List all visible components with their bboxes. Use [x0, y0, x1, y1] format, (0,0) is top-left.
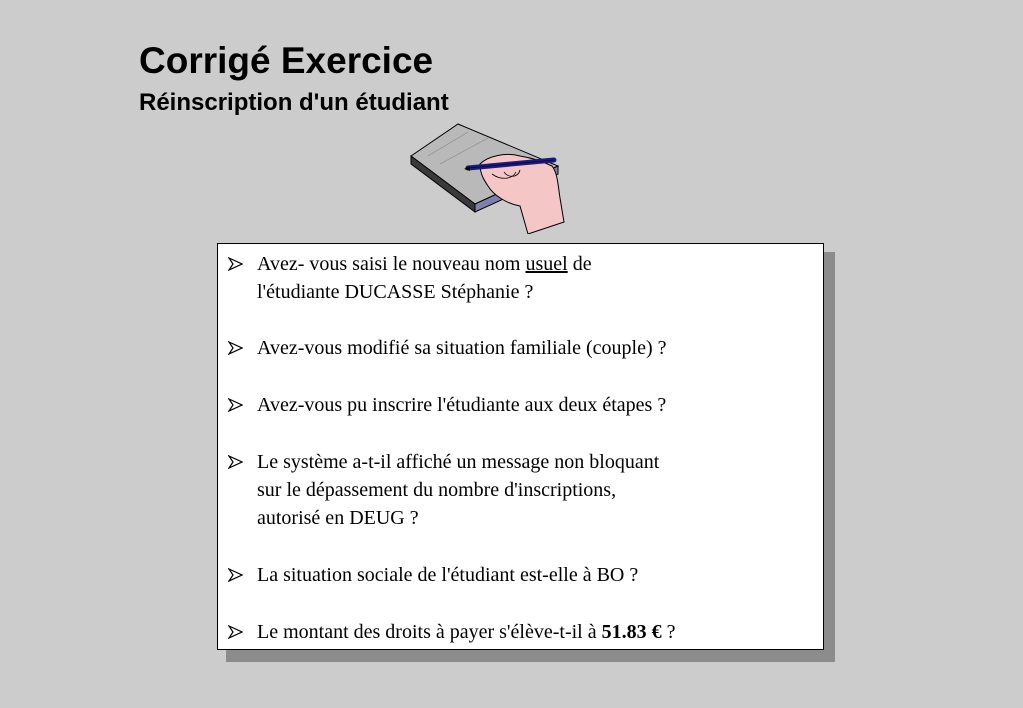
item-text-4: Le système a-t-il affiché un message non bloquant sur le dépassement du nombre d'inscriptions, autorisé en DEUG ? [257, 451, 660, 529]
arrow-bullet-icon [228, 391, 246, 419]
item-text-2: Avez-vous modifié sa situation familiale (couple) ? [257, 337, 667, 359]
item-text-1a: Avez- vous saisi le nouveau nom [257, 253, 526, 275]
arrow-bullet-icon [228, 448, 246, 476]
item-text-1b: de l'étudiante DUCASSE Stéphanie ? [257, 253, 592, 303]
item-text-3: Avez-vous pu inscrire l'étudiante aux deux étapes ? [257, 394, 667, 416]
checklist-box [217, 243, 824, 650]
arrow-bullet-icon [228, 618, 246, 646]
item-text-6a: Le montant des droits à payer s'élève-t-il à [257, 621, 602, 643]
slide-subtitle: Réinscription d'un étudiant [139, 89, 449, 116]
item-text-5: La situation sociale de l'étudiant est-elle à BO ? [257, 564, 639, 586]
slide-title: Corrigé Exercice [139, 40, 434, 81]
item-text-1-underlined: usuel [525, 253, 568, 275]
item-text-6b: ? [661, 621, 676, 643]
arrow-bullet-icon [228, 250, 246, 278]
arrow-bullet-icon [228, 334, 246, 362]
hand-writing-on-notepad-icon [408, 122, 570, 234]
amount-value: 51.83 € [601, 621, 662, 643]
arrow-bullet-icon [228, 561, 246, 589]
